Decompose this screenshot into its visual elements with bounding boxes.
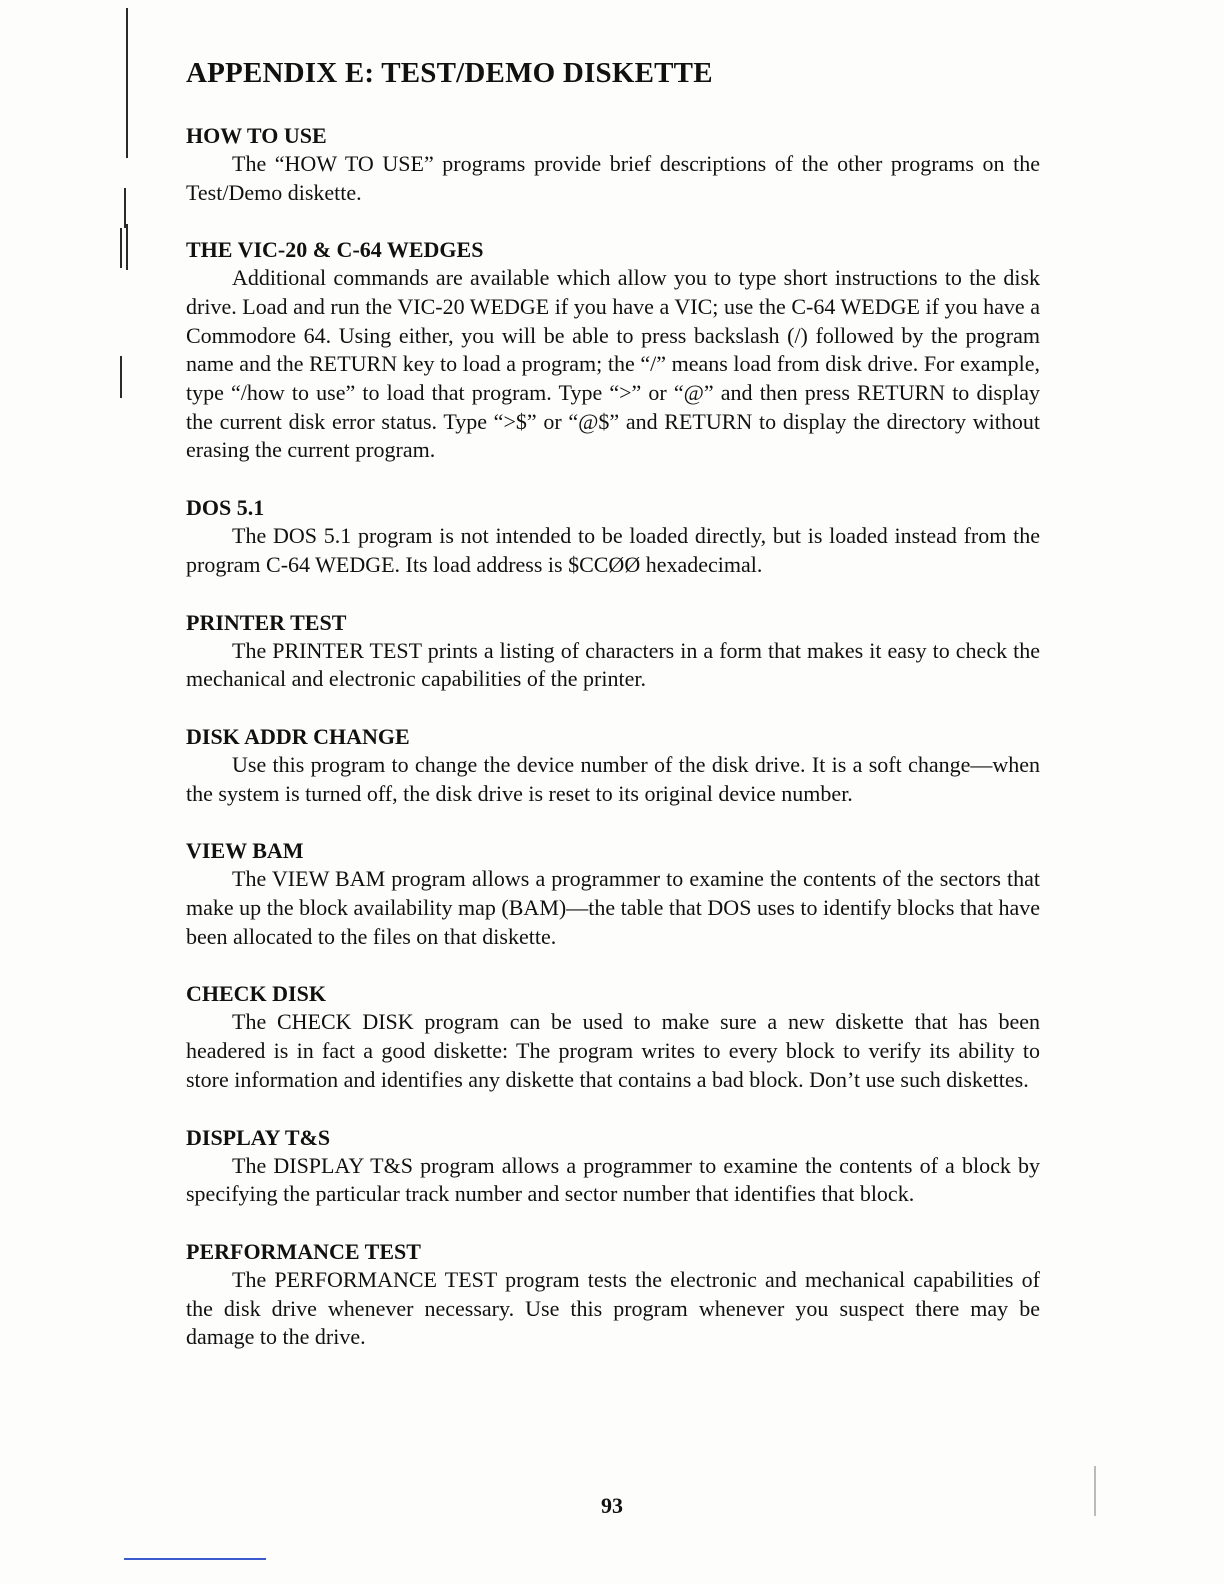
section-body: The CHECK DISK program can be used to make sure a new diskette that has been headered is in fact a good diskette: The program writes to every block to verify its ability to store information and identifies any diskette that contains a bad block. Don’t use such diskettes. — [186, 1009, 1040, 1092]
section-heading: PRINTER TEST — [186, 609, 347, 635]
section-heading: DISPLAY T&S — [186, 1124, 331, 1150]
section-heading: DISK ADDR CHANGE — [186, 723, 410, 749]
section-disk-addr-change — [186, 722, 1040, 808]
section-wedges — [186, 235, 1040, 465]
section-view-bam — [186, 836, 1040, 951]
section-body: The DOS 5.1 program is not intended to be loaded directly, but is loaded instead from the program C-64 WEDGE. Its load address is $CCØØ hexadecimal. — [186, 523, 1040, 577]
scan-margin-line — [126, 8, 128, 158]
section-body: Use this program to change the device number of the disk drive. It is a soft change—when the system is turned off, the disk drive is reset to its original device number. — [186, 751, 1040, 806]
section-body: The VIEW BAM program allows a programmer to examine the contents of the sectors that make up the block availability map (BAM)—the table that DOS uses to identify blocks that have been allocated to the files on that diskette. — [186, 866, 1040, 949]
section-how-to-use — [186, 121, 1040, 207]
scan-margin-line — [126, 224, 128, 270]
section-display-ts — [186, 1123, 1040, 1209]
section-heading: DOS 5.1 — [186, 495, 265, 521]
section-body: The “HOW TO USE” programs provide brief descriptions of the other programs on the Test/Demo diskette. — [186, 150, 1040, 205]
section-dos — [186, 493, 1040, 579]
section-body: Additional commands are available which allow you to type short instructions to the disk drive. Load and run the VIC-20 WEDGE if you have a VIC; use the C-64 WEDGE if you have a Commodore 64. Using either, you will be able to press backslash (/) followed by the program name and the RETURN key to load a program; the “/” means load from disk drive. For example, type “/how to use” to load that program. Type “>” or “@” and then press RETURN to display the current disk error status. Type “>$” or “@$” and RETURN to display the directory without erasing the current program. — [186, 265, 1040, 463]
scan-bottom-rule — [124, 1558, 266, 1560]
section-heading: CHECK DISK — [186, 981, 326, 1007]
section-check-disk — [186, 979, 1040, 1094]
section-body: The PRINTER TEST prints a listing of characters in a form that makes it easy to check the mechanical and electronic capabilities of the printer. — [186, 637, 1040, 692]
page-title: APPENDIX E: TEST/DEMO DISKETTE — [186, 57, 713, 89]
section-heading: VIEW BAM — [186, 838, 304, 864]
scan-margin-line — [120, 228, 122, 268]
section-heading: PERFORMANCE TEST — [186, 1238, 421, 1264]
scan-margin-line — [120, 356, 122, 398]
section-heading: HOW TO USE — [186, 122, 327, 148]
page-number: 93 — [601, 1493, 623, 1518]
section-printer-test — [186, 608, 1040, 694]
section-body: The DISPLAY T&S program allows a programmer to examine the contents of a block by specifying the particular track number and sector number that identifies that block. — [186, 1152, 1040, 1207]
scan-margin-line — [124, 188, 126, 228]
section-heading: THE VIC-20 & C-64 WEDGES — [186, 237, 484, 263]
section-performance-test — [186, 1237, 1040, 1352]
section-body: The PERFORMANCE TEST program tests the electronic and mechanical capabilities of the disk drive whenever necessary. Use this program whenever you suspect there may be damage to the drive. — [186, 1266, 1040, 1350]
page-content — [186, 56, 1040, 1380]
